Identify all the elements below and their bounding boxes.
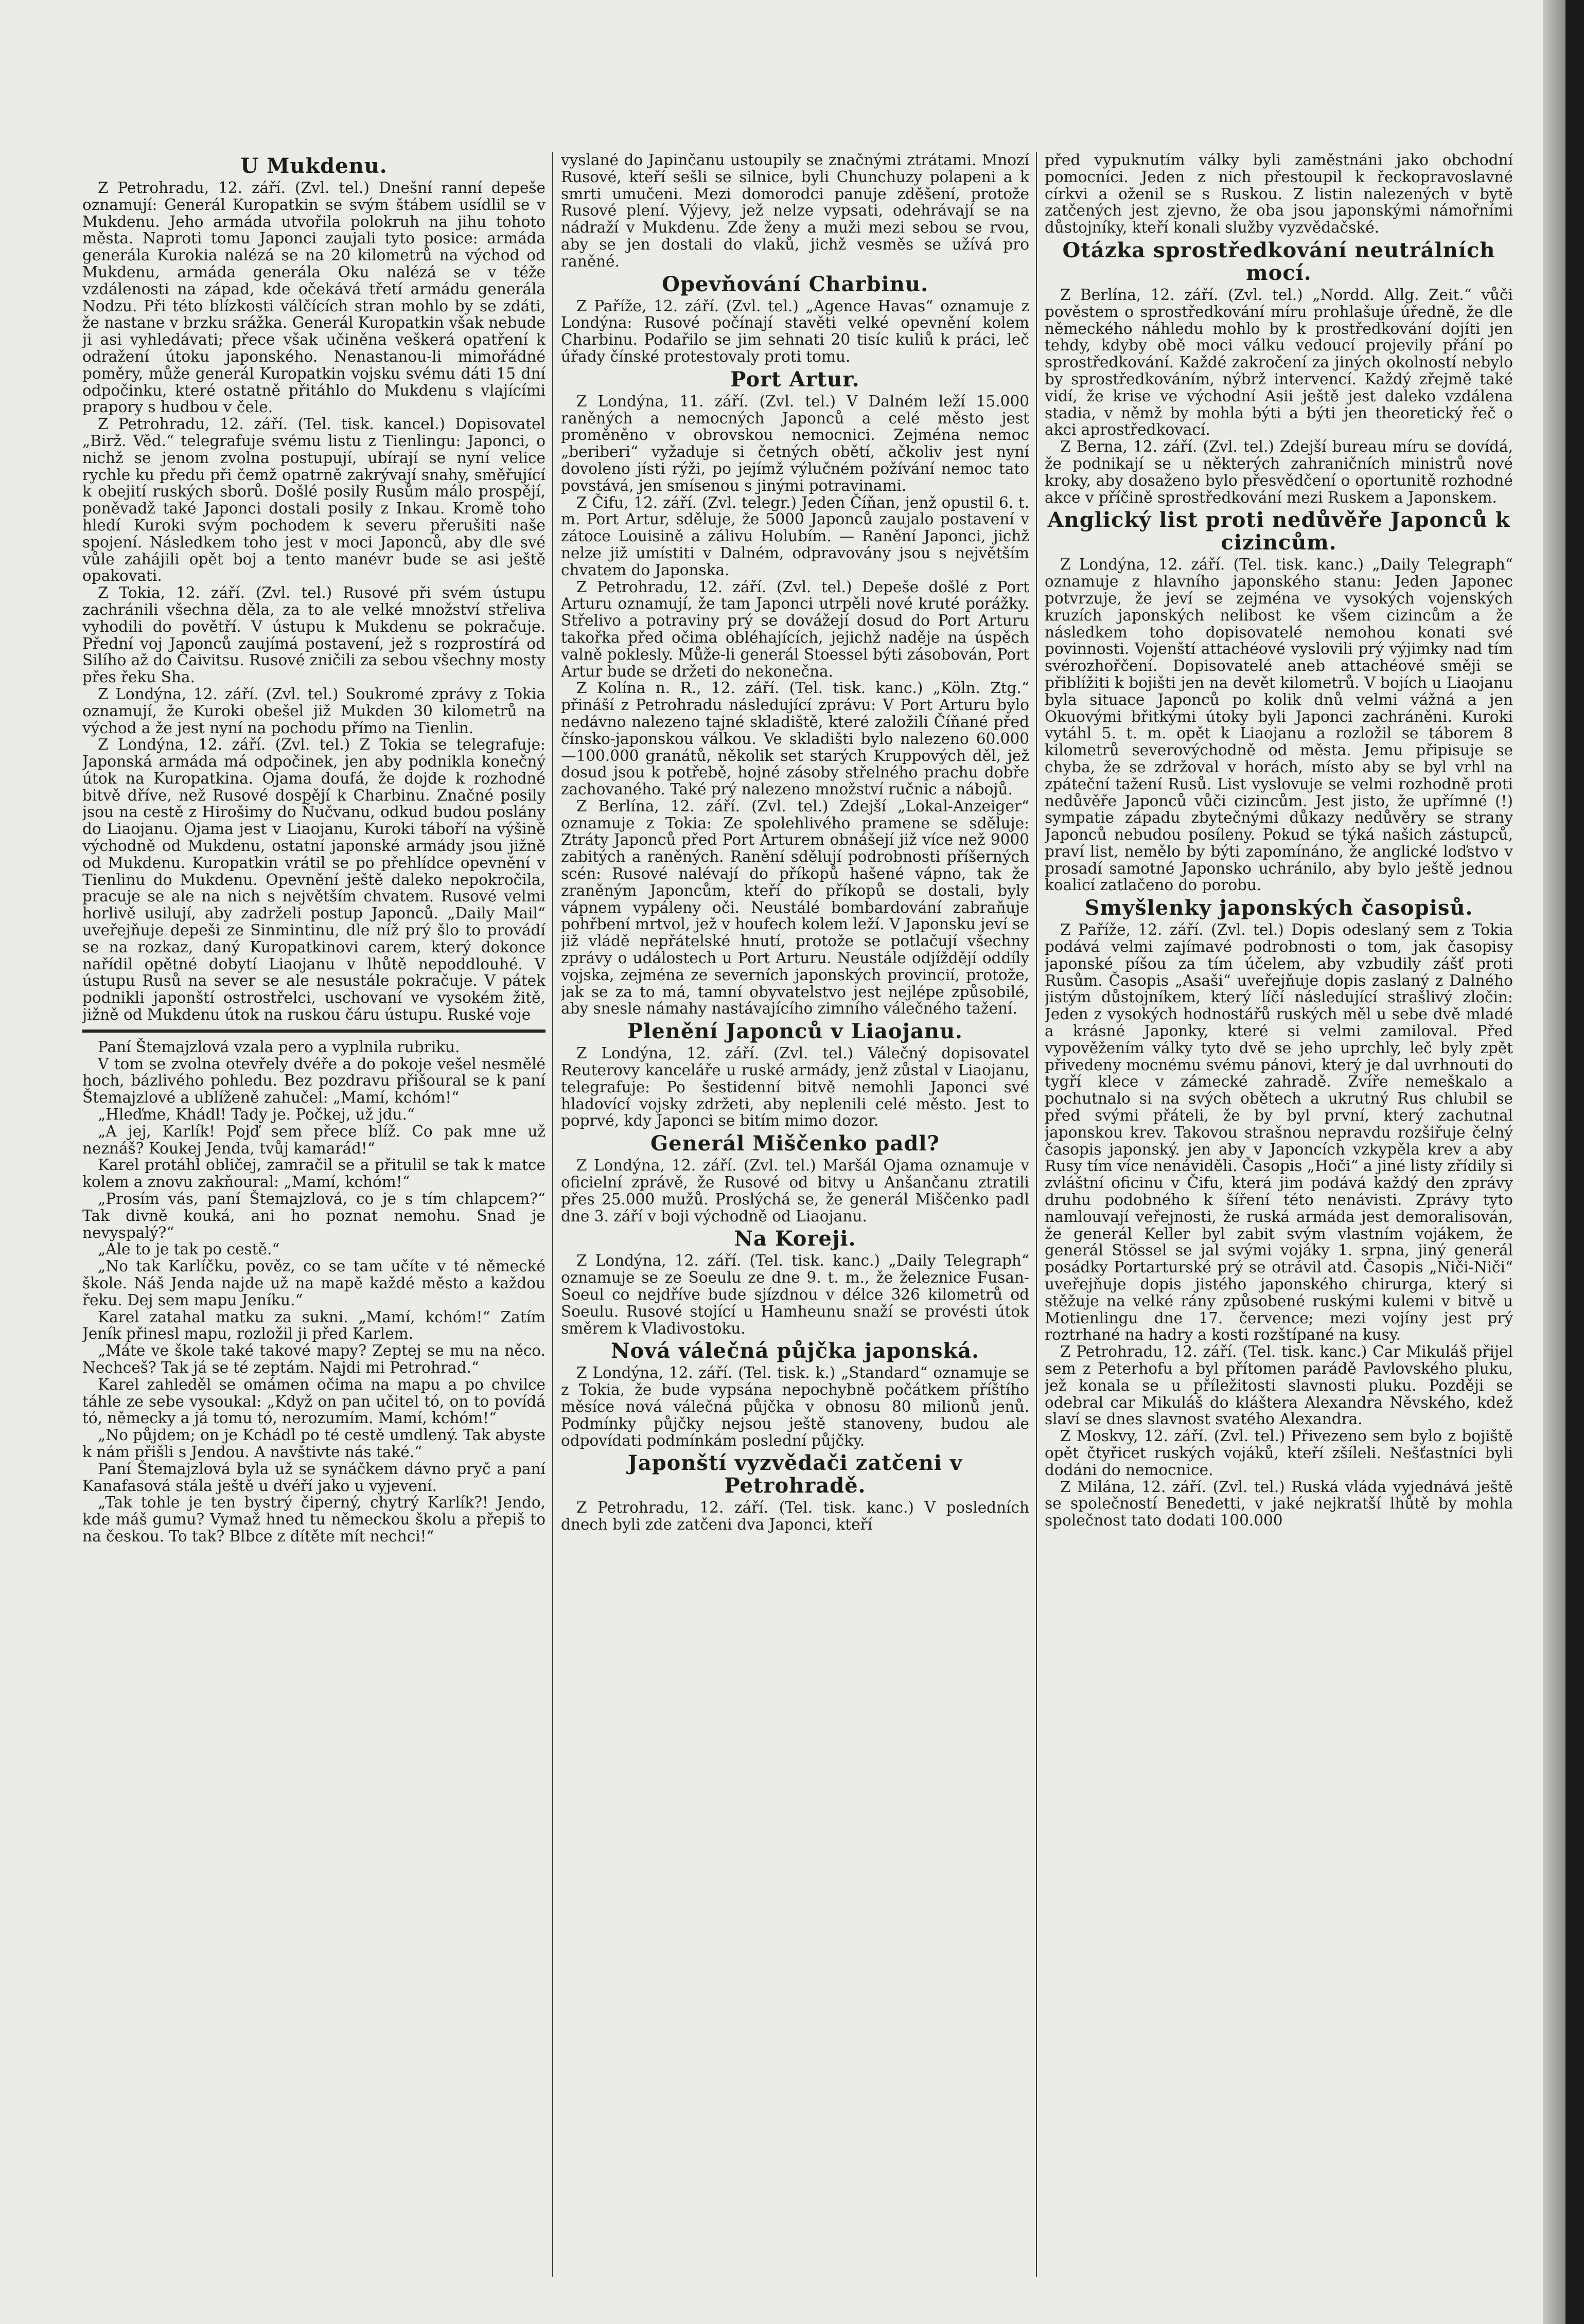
feuilleton-paragraph: „Hleďme, Khádl! Tady je. Počkej, už jdu.“ <box>98 1106 415 1124</box>
feuilleton-paragraph: „A jej, Karlík! Pojď sem přece blíž. Co pak mne už neznáš? Koukej Jenda, tvůj kamarád!“ <box>82 1122 545 1157</box>
feuilleton-paragraph: „Ale to je tak po cestě.“ <box>98 1240 280 1258</box>
feuilleton-paragraph: V tom se zvolna otevřely dvéře a do pokoje vešel nesmělé hoch, bázlivého pohledu. Bez pozdravu přišoural se k paní Štemajzlové a ublíženě zahučel: „Mamí, kchóm!“ <box>82 1055 545 1107</box>
article-paragraph: Z Paříže, 12. září. (Zvl. tel.) Dopis odeslaný sem z Tokia podává velmi zajímavé podrobnosti o tom, jak časopisy japonské píšou za tím účelem, aby vzbudily zášť proti Rusům. Časopis „Asaši“ uveřejňuje dopis zaslaný z Dalného jistým důstojníkem, který líčí následující strašlivý zločin: Jeden z vysokých hodnostářů ruských měl u sebe dvě mladé a krásné Japonky, které si velmi zamiloval. Před vypověžením války tyto dvě se jeho uprchly, leč byly zpět přivedeny mocnému svému pánovi, který je dal uvrhnouti do tygří klece v zámecké zahradě. Zvíře nemeškalo a pochutnalo si na svých obětech a ukrutný Rus chlubil se před svými přáteli, že by byl první, který zachutnal japonskou krev. Takovou strašnou nepravdu rozšiřuje čelný časopis japonský. jen aby v Japoncích vzkypěla krev a aby Rusy tím více nenáviděli. Časopis „Hoči“ a jiné listy zřídily si zvláštní oficinu v Čifu, která jim podává každý den zprávy druhu podobného k šíření této nenávisti. Zprávy tyto namlouvají veřejnosti, že ruská armáda jest demoralisován, že generál Keller byl zabit svým vlastním vojákem, že generál Stössel se jal svými vojáky 1. srpna, jiný generál posádky Portarturské prý se otrávil atd. Časopis „Niči-Niči“ uveřejňuje dopis jistého japonského chirurga, který si stěžuje na velké rány způsobené ruskými kulemi v bitvě u Motienlingu dne 17. července; mezi vojíny jest prý roztrhané na hadry a kosti rozštípané na kusy. <box>1045 921 1513 1344</box>
article-paragraph: Z Berna, 12. září. (Zvl. tel.) Zdejší bureau míru se dovídá, že podnikají se u některých zahraničních ministrů nové kroky, aby dosaženo bylo přesvědčení o oportunitě rozhodné akce v příčině sprostředkování mezi Ruskem a Japonskem. <box>1045 438 1513 506</box>
article-paragraph: Z Londýna, 12. září. (Tel. tisk. k.) „Standard“ oznamuje se z Tokia, že bude vypsána nepochybně počátkem příštího měsíce nová válečná půjčka v obnosu 80 milionů jenů. Podmínky půjčky nejsou ještě stanoveny, budou ale odpovídati podmínkám poslední půjčky. <box>561 1364 1029 1449</box>
feuilleton-separator <box>82 1030 545 1033</box>
feuilleton-paragraph: „Máte ve škole také takové mapy? Zeptej se mu na něco. Nechceš? Tak já se té zeptám. Najdi mi Petrohrad.“ <box>82 1342 545 1376</box>
feuilleton-paragraph: Karel zahleděl se omámen očima na mapu a po chvilce táhle ze sebe vysoukal: „Když on pan učitel tó, on to povídá tó, německy a já tomu tó, nerozumím. Mamí, kchóm!“ <box>82 1375 545 1427</box>
headline-port-artur: Port Artur. <box>730 367 860 392</box>
article-paragraph: Z Petrohradu, 12. září. (Zvl. tel.) Depeše došlé z Port Arturu oznamují, že tam Japonci utrpěli nové kruté porážky. Střelivo a potraviny prý se dovážejí dosud do Port Arturu takořka před očima obléhajících, jejichž naděje na úspěch valně poklesly. Může-li generál Stoessel býti zásobován, Port Artur bude se držeti do nekonečna. <box>561 578 1029 680</box>
feuilleton-paragraph: „No tak Karlíčku, pověz, co se tam učíte v té německé škole. Náš Jenda najde už na mapě každé město a každou řeku. Dej sem mapu Jeníku.“ <box>82 1257 545 1309</box>
article-paragraph: Z Londýna, 12. září. (Zvl. tel.) Soukromé zprávy z Tokia oznamují, že Kuroki obešel již Mukden 30 kilometrů na východ a že jest nyní na pochodu přímo na Tienlin. <box>82 685 545 737</box>
feuilleton-paragraph: Karel zatahal matku za sukni. „Mamí, kchóm!“ Zatím Jeník přinesl mapu, rozložil ji před Karlem. <box>82 1308 545 1343</box>
feuilleton-paragraph: „Prosím vás, paní Štemajzlová, co je s tím chlapcem?“ Tak divně kouká, ani ho poznat nemohu. Snad je nevyspalý?“ <box>82 1190 545 1241</box>
page-edge-shadow <box>1543 0 1565 2324</box>
feuilleton-paragraph: Karel protáhl obličej, zamračil se a přitulil se tak k matce kolem a znovu zakňoural: „Mamí, kchóm!“ <box>82 1156 545 1191</box>
newspaper-page <box>82 152 1513 2277</box>
column-rule-1 <box>552 152 553 2277</box>
column-2 <box>561 152 1029 2277</box>
feuilleton-paragraph: Paní Štemajzlová byla už se synáčkem dávno pryč a paní Kanafasová stála ještě u dvéří jako u vyjevení. <box>82 1460 545 1495</box>
column-3 <box>1045 152 1513 2277</box>
article-paragraph: Z Tokia, 12. září. (Zvl. tel.) Rusové při svém ústupu zachránili všechna děla, za to ale velké množství střeliva vyhodili do povětří. V ústupu k Mukdenu se pokračuje. Přední voj Japonců zaujímá postavení, jež s rozprostírá od Silího až do Čaivitsu. Rusové zničili za sebou všechny mosty přes řeku Sha. <box>82 584 545 686</box>
article-paragraph: před vypuknutím války byli zaměstnáni jako obchodní pomocníci. Jeden z nich přestoupil k řeckopravoslavné církvi a oženil se s Ruskou. Z listin nalezených v bytě zatčených jest zjevno, že oba jsou japonskými námořními důstojníky, kteří konali služby vyzvědačské. <box>1045 152 1513 237</box>
article-paragraph: Z Londýna, 12. září. (Zvl. tel.) Válečný dopisovatel Reuterovy kanceláře u ruské armády, jenž zůstal v Liaojanu, telegrafuje: Po šestidenní bitvě nemohli Japonci své hladovící vojsky zdržeti, aby neplenili celé město. Jest to poprvé, kdy Japonci se bitím mimo dozor. <box>561 1044 1029 1130</box>
feuilleton-paragraph: „No půjdem; on je Kchádl po té cestě umdlený. Tak abyste k nám přišli s Jendou. A navštivte nás také.“ <box>82 1426 545 1461</box>
feuilleton-paragraph: „Tak tohle je ten bystrý čiperný, chytrý Karlík?! Jendo, kde máš gumu? Vymaž hned tu německou školu a přepiš to na českou. To tak? Blbce z dítěte mít nechci!“ <box>82 1494 545 1545</box>
headline-na-koreji: Na Koreji. <box>734 1227 856 1251</box>
feuilleton-paragraph: Paní Štemajzlová vzala pero a vyplnila rubriku. <box>98 1038 460 1056</box>
article-paragraph: Z Berlína, 12. září. (Zvl. tel.) Zdejší „Lokal-Anzeiger“ oznamuje z Tokia: Ze spolehlivého pramene se sděluje: Ztráty Japonců před Port Arturem obnášejí již více než 9000 zabitých a raněných. Ranění sdělují podrobnosti příšerných scén: Rusové nalévají do příkopů hašené vápno, tak že zraněným Japoncům, kteří do příkopů se dostali, byly vápnem vypáleny oči. Neustálé bombardování zabraňuje pohřbení mrtvol, jež v houfech kolem leží. V Japonsku jeví se již vládě nepřátelské hnutí, protože se potlačují všechny zprávy o událostech u Port Arturu. Neustále odjíždějí oddíly vojska, zejména ze severních japonských provincií, protože, jak se za to má, tamní obyvatelstvo jest nejlépe způsobilé, aby snesle námahy nastávajícího zimního válečného tažení. <box>561 797 1029 1018</box>
headline-valecna-pujcka: Nová válečná půjčka japonská. <box>610 1339 980 1363</box>
article-paragraph: Z Čifu, 12. září. (Zvl. telegr.) Jeden Číňan, jenž opustil 6. t. m. Port Artur, sděluje, že 5000 Japonců zaujalo postavení v zátoce Louisině a zálivu Holubím. — Ranění Japonci, jichž nelze již umístiti v Dalném, odpravovány jsou s největším chvatem do Japonska. <box>561 493 1029 579</box>
article-paragraph: Z Petrohradu, 12. září. (Tel. tisk. kancel.) Dopisovatel „Birž. Věd.“ telegrafuje svému listu z Tienlingu: Japonci, o nichž se jenom zvolna postupují, ubírají se nyní velice rychle ku předu při čemž opatrně zakrývají snahy, směřující k obejití ruských sborů. Došlé posily Rusům málo prospějí, poněvadž také Japonci dostali posily z Inkau. Kromě toho hledí Kuroki svým pochodem k severu přerušiti naše spojení. Následkem toho jest v moci Japonců, aby dle své vůle zahájili opět boj a tento manévr bude se asi ještě opakovati. <box>82 415 545 585</box>
article-paragraph: Z Petrohradu, 12. září. (Zvl. tel.) Dnešní ranní depeše oznamují: Generál Kuropatkin se svým štábem usídlil se v Mukdenu. Jeho armáda utvořila polokruh na jihu tohoto města. Naproti tomu Japonci zaujali tyto posice: armáda generála Kurokia nalézá se na 20 kilometrů na východ od Mukdenu, armáda generála Oku nalézá se v téže vzdálenosti na západ, kde očekává třetí armádu generála Nodzu. Při této blízkosti válčících stran mohlo by se zdáti, že nastane v brzku srážka. Generál Kuropatkin však nebude ji asi vyhledávati; přece však učiněna veškerá opatření k odražení útoku japonského. Nenastanou-li mimořádné poměry, může generál Kuropatkin vojsku svému dáti 15 dní odpočinku, které ostatně přitáhlo do Mukdenu s vlajícími prapory s hudbou v čele. <box>82 179 545 416</box>
article-paragraph: Z Londýna, 12. září. (Tel. tisk. kanc.) „Daily Telegraph“ oznamuje se ze Soeulu ze dne 9. t. m., že železnice Fusan-Soeul co nejdříve bude sjízdnou v délce 326 kilometrů od Soeulu. Rusové stojící u Hamheunu snaží se provésti útok směrem k Vladivostoku. <box>561 1252 1029 1337</box>
headline-u-mukdenu: U Mukdenu. <box>240 154 388 178</box>
article-paragraph: Z Kolína n. R., 12. září. (Tel. tisk. kanc.) „Köln. Ztg.“ přináší z Petrohradu následující zprávu: V Port Arturu bylo nedávno nalezeno tajné skladiště, které založili Číňané před čínsko-japonskou válkou. Ve skladišti bylo nalezeno 60.000—100.000 granátů, několik set starých Kruppových děl, jež dosud jsou k potřebě, hojné zásoby střelného prachu dobře zachovaného. Také prý nalezeno množství ručnic a nábojů. <box>561 679 1029 799</box>
article-paragraph: Z Londýna, 11. září. (Zvl. tel.) V Dalném leží 15.000 raněných a nemocných Japonců a celé město jest proměněno v obrovskou nemocnici. Zejména nemoc „beriberi“ vyžaduje si četných obětí, ačkoliv jest nyní dovoleno jísti rýži, po jejímž výlučném požívání nemoc tato povstává, jen smísenou s jinými potravinami. <box>561 392 1029 494</box>
article-paragraph: Z Berlína, 12. září. (Zvl. tel.) „Nordd. Allg. Zeit.“ vůči pověstem o sprostředkování míru prohlašuje úředně, že dle německého náhledu mohlo by k prostředkování dojíti jen tehdy, kdyby obě moci válku vedoucí projevily přání po sprostředkování. Každé zakročení za jiných okolností nebylo by sprostředkováním, nýbrž intervencí. Každý zřejmě také vidí, že krise ve východní Asii ještě jest daleko vzdálena stadia, v němž by mohla býti a býti jen theoretický řeč o akci aprostředkovací. <box>1045 286 1513 439</box>
article-paragraph: vyslané do Japinčanu ustoupily se značnými ztrátami. Mnozí Rusové, kteří sešli se silnice, byli Chunchuzy polapeni a k smrti umučeni. Mezi domorodci panuje zděšení, protože Rusové plení. Výjevy, jež nelze vypsati, odehrávají se na nádraží v Mukdenu. Zde ženy a muži mezi sebou se rvou, aby se jen dostali do vlaků, jichž vesměs se užívá pro raněné. <box>561 152 1029 270</box>
column-rule-2 <box>1036 152 1037 2277</box>
headline-otazka-sprostredkovani: Otázka sprostředkování neutrálních mocí. <box>1062 238 1495 285</box>
headline-vyzvedaci-zatceni: Japonští vyzvědači zatčeni v Petrohradě. <box>627 1451 963 1498</box>
headline-general-miscenko: Generál Miščenko padl? <box>650 1131 940 1156</box>
article-paragraph: Z Petrohradu, 12. září. (Tel. tisk. kanc.) Car Mikuláš přijel sem z Peterhofu a byl přítomen parádě Pavlovského pluku, jež konala se u příležitosti slavnosti pluku. Později se odebral car Mikuláš do kláštera Alexandra Něvského, kdež slaví se dnes slavnost svatého Alexandra. <box>1045 1343 1513 1428</box>
headline-pleneni-japoncu: Plenění Japonců v Liaojanu. <box>627 1019 963 1044</box>
headline-anglicky-list: Anglický list proti nedůvěře Japonců k cizincům. <box>1047 508 1510 555</box>
page-edge <box>1565 0 1584 2324</box>
article-paragraph: Z Paříže, 12. září. (Zvl. tel.) „Agence Havas“ oznamuje z Londýna: Rusové počínají stavěti velké opevnění kolem Charbinu. Podařilo se jim sehnati 20 tisíc kuliů k práci, leč úřady čínské protestovaly proti tomu. <box>561 297 1029 365</box>
headline-smyslenky: Smyšlenky japonských časopisů. <box>1084 896 1473 920</box>
article-paragraph: Z Moskvy, 12. září. (Zvl. tel.) Přivezeno sem bylo z bojiště opět čtyřicet ruských vojáků, kteří zšíleli. Nešťastníci byli dodáni do nemocnice. <box>1045 1427 1513 1479</box>
article-paragraph: Z Milána, 12. září. (Zvl. tel.) Ruská vláda vyjednává ještě se společností Benedetti, v jaké nejkratší lhůtě by mohla společnost tato dodati 100.000 <box>1045 1478 1513 1530</box>
column-1 <box>82 152 545 2277</box>
article-paragraph: Z Petrohradu, 12. září. (Tel. tisk. kanc.) V posledních dnech byli zde zatčeni dva Japonci, kteří <box>561 1499 1029 1534</box>
article-paragraph: Z Londýna, 12. září. (Zvl. tel.) Maršál Ojama oznamuje v oficielní zprávě, že Rusové od bitvy u Anšančanu ztratili přes 25.000 mužů. Proslýchá se, že generál Miščenko padl dne 3. září v boji východně od Liaojanu. <box>561 1157 1029 1225</box>
article-paragraph: Z Londýna, 12. září. (Tel. tisk. kanc.) „Daily Telegraph“ oznamuje z hlavního japonského stanu: Jeden Japonec potvrzuje, že jeví se zejména ve vysokých vojenských kruzích japonských nelibost ke všem cizincům a že následkem toho dopisovatelé nemohou konati své povinnosti. Vojenští attachéové vyslovili prý výjimky nad tím svérozhořčení. Dopisovatelé aneb attachéové směji se přiblížiti k bojišti jen na devět kilometrů. V bojích u Liaojanu byla situace Japonců po kolik dnů velmi vážná a jen Okuovými břitkými útoky byli Japonci zachráněni. Kuroki vytáhl 5. t. m. opět k Liaojanu a rozložil se táborem 8 kilometrů severovýchodně od města. Jemu připisuje se chyba, že se zdržoval v horách, místo aby se byl vrhl na zpáteční tažení Rusů. List vyslovuje se velmi rozhodně proti nedůvěře Japonců vůči cizincům. Jest jisto, že upřímné (!) sympatie západu zbytečnými důkazy nedůvěry se strany Japonců nebudou posíleny. Pokud se týká našich zástupců, praví list, nemělo by býti zapomínáno, že anglické loďstvo v prosadí samotné Japonsko uchránilo, aby bylo ještě jednou koalicí zatlačeno do porobu. <box>1045 556 1513 894</box>
article-paragraph: Z Londýna, 12. září. (Zvl. tel.) Z Tokia se telegrafuje: Japonská armáda má odpočinek, jen aby podnikla konečný útok na Kuropatkina. Ojama doufá, že dojde k rozhodné bitvě dříve, než Rusové dospějí k Charbinu. Značné posily jsou na cestě z Hirošimy do Ňučvanu, odkud budou poslány do Liaojanu. Ojama jest v Liaojanu, Kuroki táboří na výšině východně od Mukdenu, ostatní japonské armády jsou jižně od Mukdenu. Kuropatkin vrátil se po přehlídce opevnění v Tienlinu do Mukdenu. Opevnění ještě daleko nepokročila, pracuje se ale na nich s největším chvatem. Rusové velmi horlivě usilují, aby zadrželi postup Japonců. „Daily Mail“ uveřejňuje depeši ze Sinmintinu, dle níž prý šlo to provádí se na rozkaz, daný Kuropatkinovi carem, který dokonce nařídil opětné dobytí Liaojanu v lhůtě nepoddlouhé. V ústupu Rusů na sever se ale nesustále pokračuje. V pátek podnikli japonští ostrostřelci, uschovaní ve vysokém žitě, jižně od Mukdenu útok na ruskou čáru ústupu. Ruské voje <box>82 736 545 1024</box>
headline-opevnovani-charbinu: Opevňování Charbinu. <box>662 272 928 296</box>
